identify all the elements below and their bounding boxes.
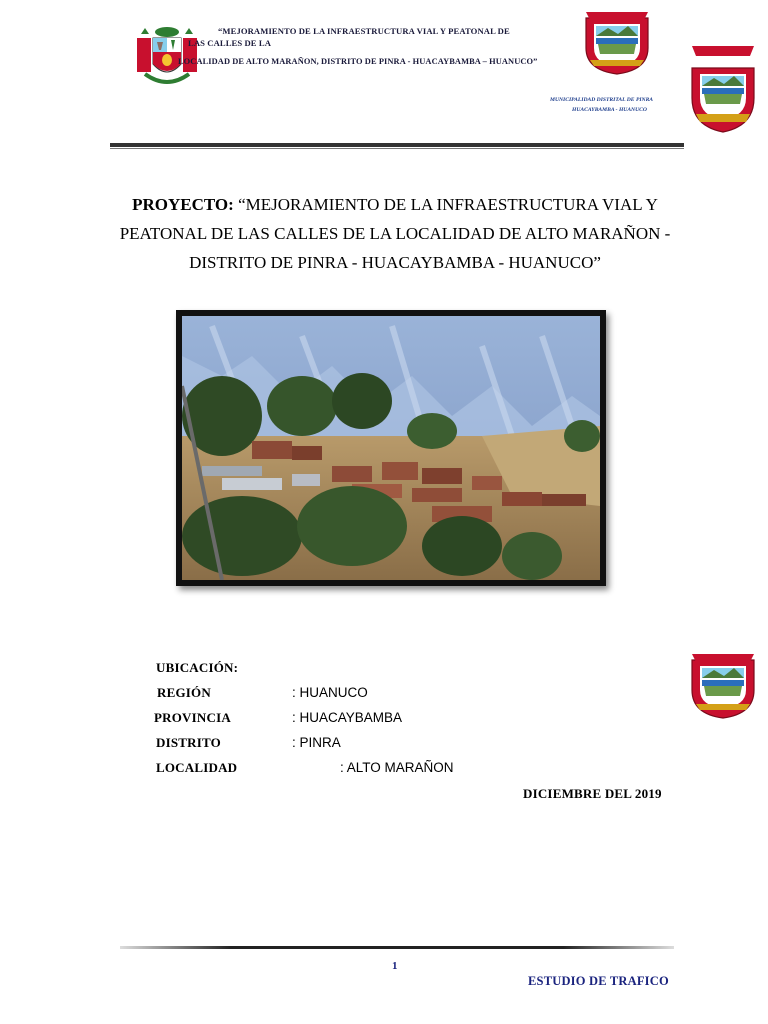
footer-rule [120,946,674,949]
municipal-shield-icon [688,650,758,720]
region-label: REGIÓN [157,685,211,700]
district-label: DISTRITO [156,735,221,750]
municipality-location: HUACAYBAMBA - HUANUCO [572,107,647,113]
village-photo [176,310,606,586]
project-title-text: “MEJORAMIENTO DE LA INFRAESTRUCTURA VIAL Y PEATONAL DE LAS CALLES DE LA LOCALIDAD DE ALTO MARAÑON - DISTRITO DE PINRA - HUACAYBAMBA - HUANUCO” [119,195,671,272]
header-line-1: “MEJORAMIENTO DE LA INFRAESTRUCTURA VIAL Y PEATONAL DE [218,26,510,36]
locality-label: LOCALIDAD [156,760,238,775]
village-landscape-image [182,316,600,580]
municipality-name: MUNICIPALIDAD DISTRITAL DE PINRA [550,97,654,103]
header-rule [110,143,684,147]
province-value: : HUACAYBAMBA [292,710,403,725]
project-title [100,190,690,277]
municipal-shield-icon [582,8,652,76]
project-title-prefix: PROYECTO: [132,195,234,214]
region-value: : HUANUCO [292,685,368,700]
district-value: : PINRA [292,735,341,750]
footer-label: ESTUDIO DE TRAFICO [528,974,669,988]
municipal-shield-icon [688,42,758,134]
page-number: 1 [392,960,398,972]
header-line-2: LAS CALLES DE LA [188,38,272,48]
locality-value: : ALTO MARAÑON [340,760,454,775]
header-line-3: LOCALIDAD DE ALTO MARAÑON, DISTRITO DE PINRA - HUACAYBAMBA – HUANUCO” [178,57,538,66]
header-rule-thin [110,148,684,149]
document-date: DICIEMBRE DEL 2019 [523,786,662,801]
province-label: PROVINCIA [154,710,231,725]
location-heading: UBICACIÓN: [156,660,239,675]
